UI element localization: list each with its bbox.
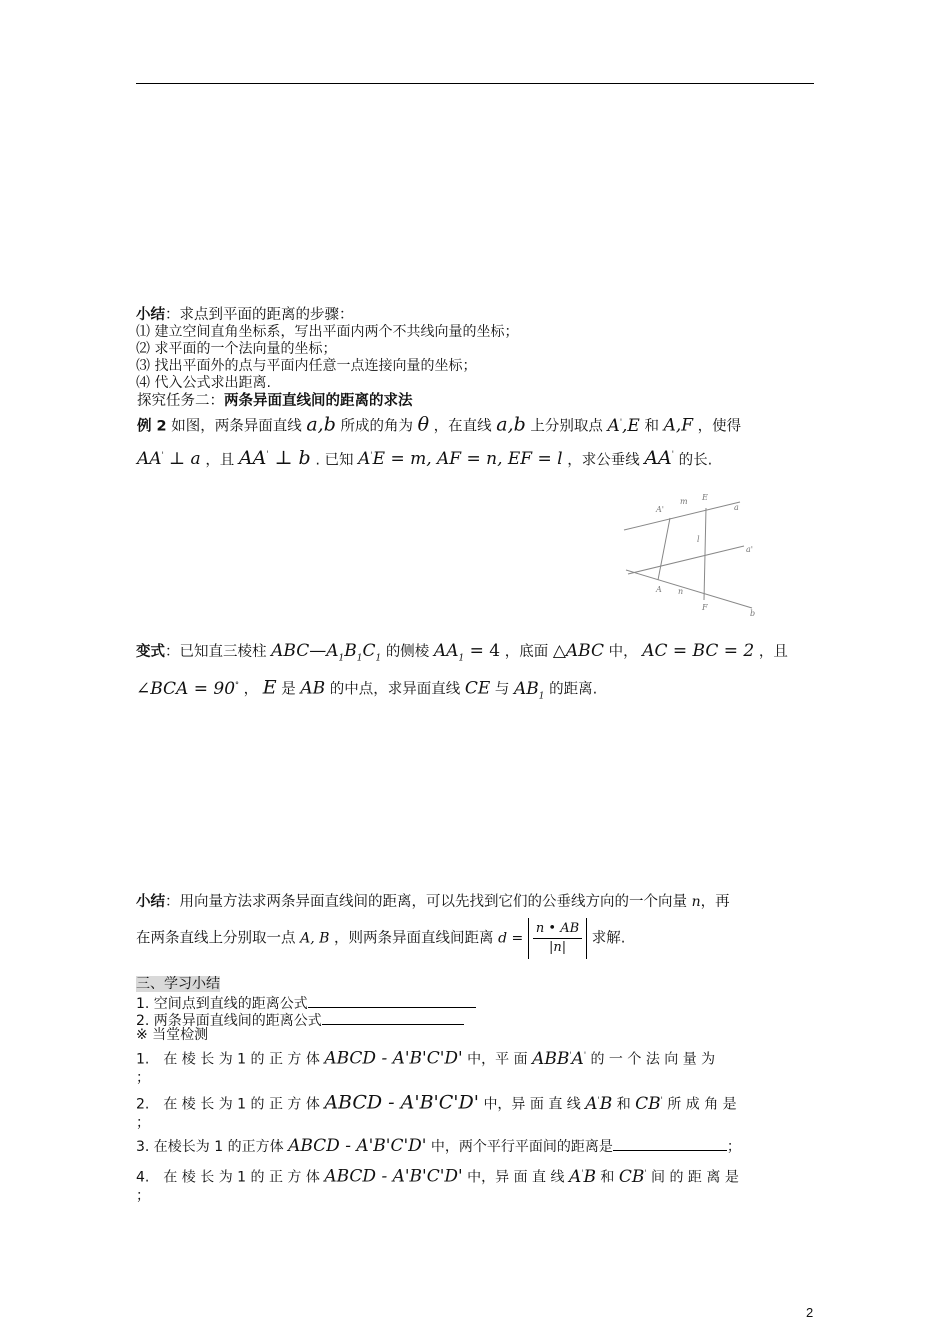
example2-line1: 例 2 如图，两条异面直线 a,b 所成的角为 θ ，在直线 a,b 上分别取点 A',E 和 A,F ，使得 [137, 413, 742, 436]
check-title: ※ 当堂检测 [136, 1027, 209, 1043]
line-b [626, 570, 752, 608]
fig-label-a-prime-line: a' [746, 545, 753, 554]
segment-ef [704, 508, 706, 600]
fig-label-e: E [702, 493, 708, 502]
variant-line1: 变式：已知直三棱柱 $ABC—A_1B_1C_1$ 的侧棱 $AA_1 = 4$ ，底面 △ABC 中， AC = BC = 2 ，且 [136, 641, 788, 664]
line-a-prime [628, 546, 744, 574]
segment-aa [658, 518, 670, 580]
example2-line2: AA' ⊥ a ，且 AA' ⊥ b . 已知 A'E = m, AF = n, EF = l ，求公垂线 AA' 的长. [137, 447, 713, 470]
fig-label-l: l [697, 535, 700, 544]
check-q3: 3. 在棱长为 1 的正方体 ABCD - A'B'C'D' 中，两个平行平面间的距离是 ； [136, 1136, 741, 1156]
check-q4-end: ； [136, 1188, 150, 1204]
summary1-step-4: ⑷ 代入公式求出距离. [136, 375, 271, 391]
section3-item1: 1. 空间点到直线的距离公式 [136, 993, 476, 1013]
fig-label-n: n [678, 587, 684, 596]
summary1-step-1: ⑴ 建立空间直角坐标系，写出平面内两个不共线向量的坐标； [136, 324, 519, 340]
fig-label-a: a [734, 503, 739, 512]
skew-lines-figure [622, 488, 772, 618]
fig-label-a-point: A [656, 585, 662, 594]
summary2-line1: 小结：用向量方法求两条异面直线间的距离，可以先找到它们的公垂线方向的一个向量 n，再 [136, 894, 730, 910]
summary1-step-3: ⑶ 找出平面外的点与平面内任意一点连接向量的坐标； [136, 358, 477, 374]
blank-line[interactable] [613, 1136, 727, 1151]
summary1-heading: 小结：求点到平面的距离的步骤： [136, 307, 354, 323]
check-q1-end: ； [136, 1070, 150, 1086]
check-q1: 1. 在 棱 长 为 1 的 正 方 体 ABCD - A'B'C'D' 中，平 面 ABB'A' 的 一 个 法 向 量 为 [136, 1048, 716, 1069]
header-rule [136, 83, 814, 84]
distance-formula: $\frac{n • AB}{|n|}$ [528, 918, 587, 959]
fig-label-m: m [680, 497, 688, 506]
section3-title: 三、学习小结 [136, 976, 220, 992]
page-number: 2 [806, 1305, 814, 1320]
task2-heading: 探究任务二：两条异面直线间的距离的求法 [137, 393, 413, 409]
check-q2-end: ； [136, 1115, 150, 1131]
blank-line[interactable] [322, 1010, 464, 1025]
check-q4: 4. 在 棱 长 为 1 的 正 方 体 ABCD - A'B'C'D' 中，异 面 直 线 A'B 和 CB' 间 的 距 离 是 [136, 1166, 739, 1187]
line-a [624, 502, 740, 530]
fig-label-b: b [750, 609, 756, 618]
summary2-line2: 在两条直线上分别取一点 A, B ，则两条异面直线间距离 d = $\frac{n • AB}{|n|}$ 求解. [136, 918, 625, 959]
variant-line2: ∠BCA = 90° ， E 是 AB 的中点，求异面直线 CE 与 $AB_1$ 的距离. [136, 676, 598, 702]
summary1-step-2: ⑵ 求平面的一个法向量的坐标； [136, 341, 337, 357]
fig-label-a-prime-point: A' [656, 505, 664, 514]
blank-line[interactable] [308, 993, 476, 1008]
fig-label-f: F [702, 603, 708, 612]
section3-item2: 2. 两条异面直线间的距离公式 [136, 1010, 464, 1030]
check-q2: 2. 在 棱 长 为 1 的 正 方 体 ABCD - A'B'C'D' 中，异 面 直 线 A'B 和 CB' 所 成 角 是 [136, 1091, 737, 1114]
